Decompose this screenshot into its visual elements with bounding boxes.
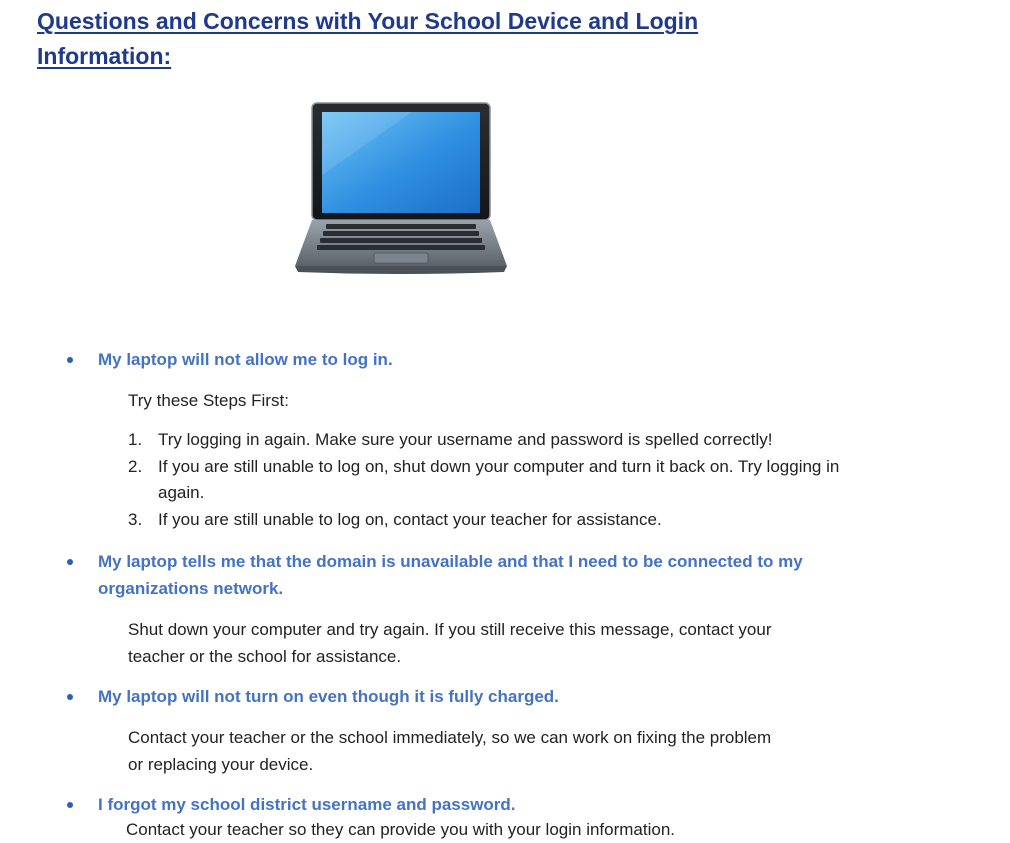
- faq-question: My laptop tells me that the domain is unavailable and that I need to be connected to my organizations network.: [98, 552, 803, 598]
- faq-question: My laptop will not allow me to log in.: [98, 350, 393, 369]
- laptop-icon: [292, 100, 510, 278]
- faq-answer: Contact your teacher so they can provide you with your login information.: [126, 820, 676, 839]
- steps-list: [128, 427, 848, 533]
- step-text: Try logging in again. Make sure your username and password is spelled correctly!: [158, 430, 773, 449]
- faq-answer: Shut down your computer and try again. If you still receive this message, contact your teacher or the school for assistance.: [128, 620, 772, 666]
- faq-question: My laptop will not turn on even though it is fully charged.: [98, 687, 559, 706]
- faq-question: I forgot my school district username and password.: [98, 795, 516, 814]
- step-number: 1.: [128, 430, 143, 449]
- faq-answer: Contact your teacher or the school immediately, so we can work on fixing the problem or replacing your device.: [128, 728, 772, 774]
- list-item: [128, 507, 848, 534]
- bullet-icon: [67, 800, 77, 810]
- list-item: [128, 427, 848, 454]
- step-text: If you are still unable to log on, shut down your computer and turn it back on. Try logging in again.: [158, 456, 840, 502]
- bullet-icon: [67, 557, 77, 567]
- bullet-icon: [67, 355, 77, 365]
- list-item: [128, 454, 848, 507]
- step-text: If you are still unable to log on, contact your teacher for assistance.: [158, 509, 662, 529]
- step-number: 2.: [128, 456, 143, 476]
- step-number: 3.: [128, 509, 143, 529]
- page-title: Questions and Concerns with Your School Device and Login Information:: [37, 8, 699, 69]
- bullet-icon: [67, 692, 77, 702]
- faq-answer: Try these Steps First:: [128, 391, 289, 410]
